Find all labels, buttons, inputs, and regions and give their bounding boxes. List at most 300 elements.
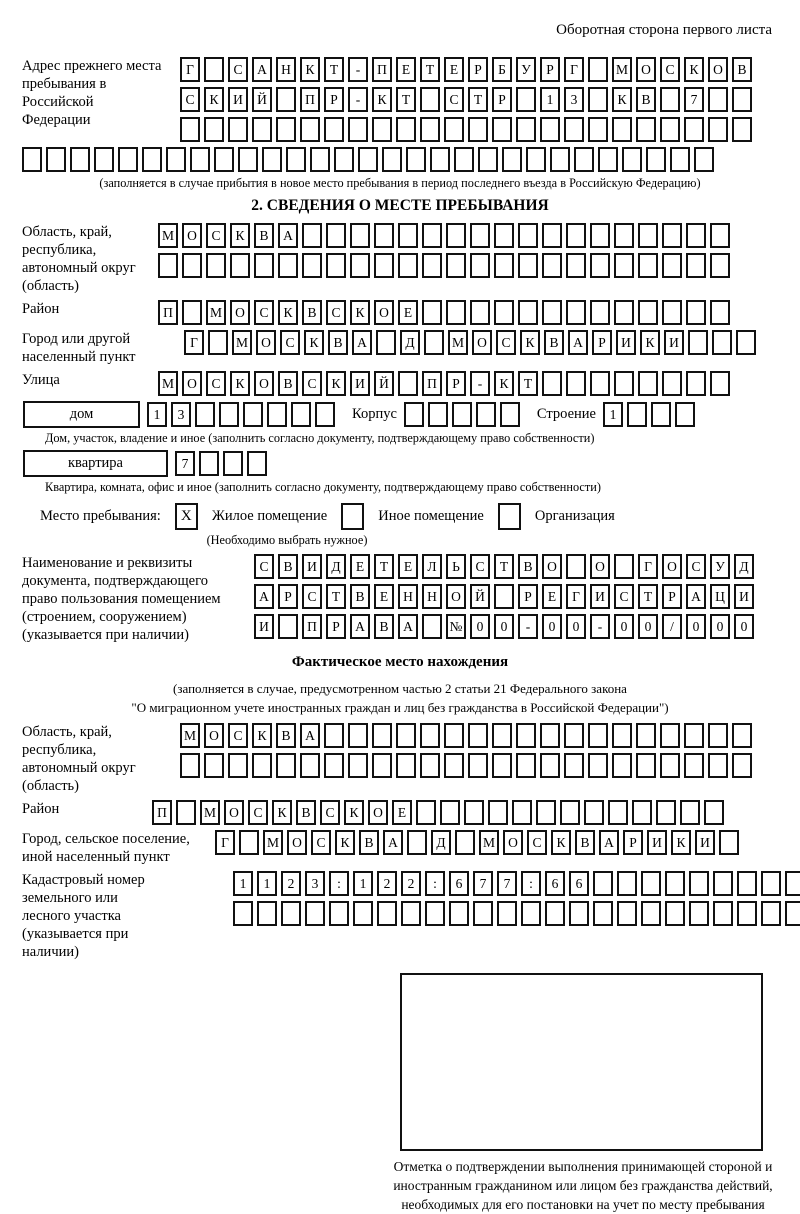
char-cell[interactable] bbox=[612, 723, 632, 748]
char-cell[interactable]: К bbox=[326, 371, 346, 396]
char-cell[interactable] bbox=[305, 901, 325, 926]
char-cell[interactable]: С bbox=[614, 584, 634, 609]
char-cell[interactable] bbox=[612, 117, 632, 142]
char-cell[interactable]: Р bbox=[278, 584, 298, 609]
char-cell[interactable]: М bbox=[448, 330, 468, 355]
char-cell[interactable] bbox=[228, 753, 248, 778]
char-cell[interactable]: Т bbox=[324, 57, 344, 82]
char-cell[interactable] bbox=[239, 830, 259, 855]
checkbox-inoe-pomeshchenie[interactable] bbox=[341, 503, 364, 530]
char-cell[interactable] bbox=[374, 253, 394, 278]
char-cell[interactable] bbox=[545, 901, 565, 926]
char-cell[interactable] bbox=[492, 117, 512, 142]
char-cell[interactable] bbox=[614, 223, 634, 248]
char-cell[interactable]: К bbox=[551, 830, 571, 855]
char-cell[interactable] bbox=[660, 117, 680, 142]
char-cell[interactable] bbox=[348, 723, 368, 748]
char-cell[interactable] bbox=[636, 117, 656, 142]
char-cell[interactable] bbox=[590, 223, 610, 248]
checkbox-organizatsiya[interactable] bbox=[498, 503, 521, 530]
char-cell[interactable] bbox=[612, 753, 632, 778]
char-cell[interactable] bbox=[494, 584, 514, 609]
char-cell[interactable]: О bbox=[287, 830, 307, 855]
char-cell[interactable] bbox=[713, 901, 733, 926]
char-cell[interactable] bbox=[632, 800, 652, 825]
char-cell[interactable]: К bbox=[494, 371, 514, 396]
char-cell[interactable] bbox=[310, 147, 330, 172]
char-cell[interactable]: И bbox=[350, 371, 370, 396]
char-cell[interactable] bbox=[540, 753, 560, 778]
char-cell[interactable] bbox=[542, 371, 562, 396]
char-cell[interactable] bbox=[208, 330, 228, 355]
char-cell[interactable] bbox=[348, 753, 368, 778]
char-cell[interactable]: П bbox=[372, 57, 392, 82]
char-cell[interactable]: Д bbox=[400, 330, 420, 355]
char-cell[interactable]: К bbox=[300, 57, 320, 82]
char-cell[interactable] bbox=[348, 117, 368, 142]
char-cell[interactable] bbox=[238, 147, 258, 172]
char-cell[interactable] bbox=[350, 223, 370, 248]
char-cell[interactable] bbox=[449, 901, 469, 926]
char-cell[interactable]: Г bbox=[180, 57, 200, 82]
char-cell[interactable] bbox=[641, 871, 661, 896]
char-cell[interactable] bbox=[22, 147, 42, 172]
char-cell[interactable] bbox=[566, 371, 586, 396]
char-cell[interactable] bbox=[636, 753, 656, 778]
char-cell[interactable]: 0 bbox=[734, 614, 754, 639]
char-cell[interactable] bbox=[542, 253, 562, 278]
char-cell[interactable] bbox=[230, 253, 250, 278]
char-cell[interactable] bbox=[665, 901, 685, 926]
char-cell[interactable]: Г bbox=[638, 554, 658, 579]
char-cell[interactable]: Р bbox=[592, 330, 612, 355]
char-cell[interactable] bbox=[180, 753, 200, 778]
char-cell[interactable]: К bbox=[272, 800, 292, 825]
char-cell[interactable] bbox=[710, 300, 730, 325]
char-cell[interactable] bbox=[588, 117, 608, 142]
char-cell[interactable] bbox=[566, 253, 586, 278]
char-cell[interactable] bbox=[257, 901, 277, 926]
char-cell[interactable] bbox=[500, 402, 520, 427]
char-cell[interactable]: 0 bbox=[542, 614, 562, 639]
char-cell[interactable] bbox=[670, 147, 690, 172]
char-cell[interactable] bbox=[710, 223, 730, 248]
char-cell[interactable] bbox=[396, 117, 416, 142]
char-cell[interactable] bbox=[590, 300, 610, 325]
char-cell[interactable]: 1 bbox=[257, 871, 277, 896]
char-cell[interactable] bbox=[516, 117, 536, 142]
char-cell[interactable] bbox=[219, 402, 239, 427]
char-cell[interactable]: Т bbox=[396, 87, 416, 112]
char-cell[interactable]: О bbox=[542, 554, 562, 579]
char-cell[interactable]: Р bbox=[662, 584, 682, 609]
char-cell[interactable]: Д bbox=[431, 830, 451, 855]
char-cell[interactable] bbox=[689, 901, 709, 926]
char-cell[interactable]: И bbox=[616, 330, 636, 355]
char-cell[interactable] bbox=[430, 147, 450, 172]
char-cell[interactable]: А bbox=[599, 830, 619, 855]
char-cell[interactable] bbox=[422, 253, 442, 278]
char-cell[interactable] bbox=[680, 800, 700, 825]
char-cell[interactable] bbox=[252, 753, 272, 778]
char-cell[interactable] bbox=[454, 147, 474, 172]
char-cell[interactable]: Е bbox=[542, 584, 562, 609]
char-cell[interactable] bbox=[593, 871, 613, 896]
char-cell[interactable]: 7 bbox=[497, 871, 517, 896]
char-cell[interactable] bbox=[300, 117, 320, 142]
char-cell[interactable] bbox=[422, 614, 442, 639]
char-cell[interactable]: К bbox=[640, 330, 660, 355]
char-cell[interactable]: 1 bbox=[233, 871, 253, 896]
char-cell[interactable] bbox=[228, 117, 248, 142]
char-cell[interactable]: С bbox=[248, 800, 268, 825]
char-cell[interactable] bbox=[560, 800, 580, 825]
char-cell[interactable]: Л bbox=[422, 554, 442, 579]
char-cell[interactable]: И bbox=[695, 830, 715, 855]
char-cell[interactable]: Р bbox=[492, 87, 512, 112]
char-cell[interactable]: В bbox=[544, 330, 564, 355]
char-cell[interactable]: Т bbox=[494, 554, 514, 579]
char-cell[interactable] bbox=[540, 723, 560, 748]
char-cell[interactable] bbox=[689, 871, 709, 896]
char-cell[interactable] bbox=[254, 253, 274, 278]
char-cell[interactable] bbox=[704, 800, 724, 825]
char-cell[interactable]: - bbox=[348, 87, 368, 112]
char-cell[interactable] bbox=[593, 901, 613, 926]
char-cell[interactable] bbox=[518, 300, 538, 325]
char-cell[interactable]: Й bbox=[374, 371, 394, 396]
char-cell[interactable]: Р bbox=[540, 57, 560, 82]
char-cell[interactable]: В bbox=[518, 554, 538, 579]
char-cell[interactable] bbox=[406, 147, 426, 172]
char-cell[interactable] bbox=[492, 723, 512, 748]
char-cell[interactable]: 1 bbox=[540, 87, 560, 112]
char-cell[interactable]: 1 bbox=[603, 402, 623, 427]
char-cell[interactable]: С bbox=[254, 300, 274, 325]
char-cell[interactable]: Т bbox=[638, 584, 658, 609]
char-cell[interactable]: М bbox=[180, 723, 200, 748]
char-cell[interactable] bbox=[252, 117, 272, 142]
char-cell[interactable] bbox=[446, 253, 466, 278]
char-cell[interactable]: Й bbox=[470, 584, 490, 609]
char-cell[interactable]: : bbox=[329, 871, 349, 896]
char-cell[interactable]: П bbox=[300, 87, 320, 112]
char-cell[interactable] bbox=[214, 147, 234, 172]
char-cell[interactable] bbox=[686, 300, 706, 325]
char-cell[interactable]: С bbox=[302, 371, 322, 396]
char-cell[interactable] bbox=[785, 901, 800, 926]
char-cell[interactable]: К bbox=[684, 57, 704, 82]
char-cell[interactable] bbox=[468, 753, 488, 778]
char-cell[interactable] bbox=[684, 723, 704, 748]
char-cell[interactable]: И bbox=[647, 830, 667, 855]
char-cell[interactable]: 2 bbox=[377, 871, 397, 896]
char-cell[interactable]: В bbox=[278, 371, 298, 396]
char-cell[interactable]: К bbox=[520, 330, 540, 355]
char-cell[interactable] bbox=[686, 223, 706, 248]
char-cell[interactable] bbox=[662, 300, 682, 325]
char-cell[interactable]: О bbox=[472, 330, 492, 355]
char-cell[interactable] bbox=[660, 87, 680, 112]
char-cell[interactable]: О bbox=[182, 223, 202, 248]
checkbox-zhiloe-pomeshchenie[interactable]: X bbox=[175, 503, 198, 530]
char-cell[interactable]: Г bbox=[564, 57, 584, 82]
char-cell[interactable]: С bbox=[311, 830, 331, 855]
char-cell[interactable]: Т bbox=[374, 554, 394, 579]
char-cell[interactable]: Ц bbox=[710, 584, 730, 609]
char-cell[interactable]: Б bbox=[492, 57, 512, 82]
char-cell[interactable] bbox=[420, 117, 440, 142]
char-cell[interactable]: : bbox=[425, 871, 445, 896]
char-cell[interactable] bbox=[358, 147, 378, 172]
char-cell[interactable]: Д bbox=[734, 554, 754, 579]
char-cell[interactable]: Р bbox=[518, 584, 538, 609]
char-cell[interactable]: В bbox=[374, 614, 394, 639]
char-cell[interactable] bbox=[617, 901, 637, 926]
char-cell[interactable] bbox=[424, 330, 444, 355]
char-cell[interactable]: Р bbox=[623, 830, 643, 855]
char-cell[interactable]: С bbox=[280, 330, 300, 355]
char-cell[interactable] bbox=[651, 402, 671, 427]
char-cell[interactable]: К bbox=[350, 300, 370, 325]
char-cell[interactable] bbox=[536, 800, 556, 825]
char-cell[interactable]: А bbox=[300, 723, 320, 748]
char-cell[interactable] bbox=[488, 800, 508, 825]
char-cell[interactable] bbox=[247, 451, 267, 476]
char-cell[interactable] bbox=[614, 253, 634, 278]
char-cell[interactable] bbox=[422, 300, 442, 325]
char-cell[interactable] bbox=[614, 554, 634, 579]
char-cell[interactable] bbox=[452, 402, 472, 427]
char-cell[interactable] bbox=[446, 223, 466, 248]
char-cell[interactable] bbox=[182, 300, 202, 325]
char-cell[interactable] bbox=[708, 117, 728, 142]
char-cell[interactable]: - bbox=[348, 57, 368, 82]
char-cell[interactable] bbox=[182, 253, 202, 278]
char-cell[interactable] bbox=[291, 402, 311, 427]
char-cell[interactable] bbox=[374, 223, 394, 248]
char-cell[interactable]: А bbox=[252, 57, 272, 82]
char-cell[interactable]: М bbox=[612, 57, 632, 82]
char-cell[interactable] bbox=[566, 223, 586, 248]
char-cell[interactable] bbox=[686, 253, 706, 278]
char-cell[interactable] bbox=[566, 554, 586, 579]
char-cell[interactable]: 3 bbox=[171, 402, 191, 427]
char-cell[interactable]: М bbox=[232, 330, 252, 355]
char-cell[interactable] bbox=[708, 723, 728, 748]
char-cell[interactable] bbox=[420, 723, 440, 748]
char-cell[interactable]: Е bbox=[398, 554, 418, 579]
char-cell[interactable]: К bbox=[278, 300, 298, 325]
char-cell[interactable] bbox=[656, 800, 676, 825]
char-cell[interactable]: Р bbox=[324, 87, 344, 112]
char-cell[interactable] bbox=[686, 371, 706, 396]
char-cell[interactable]: Е bbox=[396, 57, 416, 82]
char-cell[interactable]: А bbox=[383, 830, 403, 855]
char-cell[interactable] bbox=[70, 147, 90, 172]
char-cell[interactable] bbox=[732, 87, 752, 112]
char-cell[interactable] bbox=[492, 753, 512, 778]
char-cell[interactable]: А bbox=[278, 223, 298, 248]
char-cell[interactable] bbox=[46, 147, 66, 172]
char-cell[interactable]: К bbox=[304, 330, 324, 355]
char-cell[interactable] bbox=[470, 253, 490, 278]
char-cell[interactable]: К bbox=[671, 830, 691, 855]
char-cell[interactable] bbox=[646, 147, 666, 172]
char-cell[interactable] bbox=[382, 147, 402, 172]
char-cell[interactable] bbox=[324, 723, 344, 748]
char-cell[interactable] bbox=[353, 901, 373, 926]
char-cell[interactable] bbox=[737, 871, 757, 896]
char-cell[interactable] bbox=[588, 57, 608, 82]
char-cell[interactable]: Й bbox=[252, 87, 272, 112]
char-cell[interactable]: О bbox=[368, 800, 388, 825]
char-cell[interactable] bbox=[638, 223, 658, 248]
char-cell[interactable] bbox=[444, 753, 464, 778]
char-cell[interactable] bbox=[512, 800, 532, 825]
char-cell[interactable]: С bbox=[180, 87, 200, 112]
char-cell[interactable]: П bbox=[302, 614, 322, 639]
char-cell[interactable]: О bbox=[224, 800, 244, 825]
char-cell[interactable]: И bbox=[228, 87, 248, 112]
char-cell[interactable]: О bbox=[230, 300, 250, 325]
char-cell[interactable]: О bbox=[662, 554, 682, 579]
char-cell[interactable] bbox=[324, 753, 344, 778]
char-cell[interactable] bbox=[278, 614, 298, 639]
char-cell[interactable] bbox=[276, 753, 296, 778]
char-cell[interactable] bbox=[262, 147, 282, 172]
char-cell[interactable] bbox=[710, 253, 730, 278]
char-cell[interactable] bbox=[420, 753, 440, 778]
char-cell[interactable] bbox=[550, 147, 570, 172]
char-cell[interactable]: К bbox=[230, 223, 250, 248]
char-cell[interactable] bbox=[665, 871, 685, 896]
char-cell[interactable] bbox=[521, 901, 541, 926]
char-cell[interactable] bbox=[324, 117, 344, 142]
char-cell[interactable]: С bbox=[320, 800, 340, 825]
char-cell[interactable]: С bbox=[228, 57, 248, 82]
char-cell[interactable]: А bbox=[350, 614, 370, 639]
char-cell[interactable] bbox=[422, 223, 442, 248]
char-cell[interactable] bbox=[588, 753, 608, 778]
char-cell[interactable]: В bbox=[732, 57, 752, 82]
char-cell[interactable] bbox=[712, 330, 732, 355]
char-cell[interactable]: 7 bbox=[473, 871, 493, 896]
char-cell[interactable]: С bbox=[228, 723, 248, 748]
char-cell[interactable] bbox=[732, 117, 752, 142]
char-cell[interactable] bbox=[416, 800, 436, 825]
char-cell[interactable] bbox=[608, 800, 628, 825]
char-cell[interactable] bbox=[401, 901, 421, 926]
char-cell[interactable] bbox=[334, 147, 354, 172]
char-cell[interactable]: / bbox=[662, 614, 682, 639]
char-cell[interactable]: 3 bbox=[564, 87, 584, 112]
char-cell[interactable]: А bbox=[686, 584, 706, 609]
char-cell[interactable]: А bbox=[352, 330, 372, 355]
char-cell[interactable]: 0 bbox=[470, 614, 490, 639]
char-cell[interactable] bbox=[276, 117, 296, 142]
char-cell[interactable] bbox=[372, 723, 392, 748]
char-cell[interactable] bbox=[166, 147, 186, 172]
char-cell[interactable] bbox=[590, 371, 610, 396]
char-cell[interactable]: П bbox=[158, 300, 178, 325]
char-cell[interactable] bbox=[590, 253, 610, 278]
char-cell[interactable]: 2 bbox=[401, 871, 421, 896]
char-cell[interactable] bbox=[396, 723, 416, 748]
char-cell[interactable]: К bbox=[204, 87, 224, 112]
char-cell[interactable] bbox=[516, 753, 536, 778]
char-cell[interactable] bbox=[473, 901, 493, 926]
char-cell[interactable]: О bbox=[590, 554, 610, 579]
char-cell[interactable]: О bbox=[708, 57, 728, 82]
char-cell[interactable]: О bbox=[204, 723, 224, 748]
char-cell[interactable]: К bbox=[252, 723, 272, 748]
char-cell[interactable] bbox=[206, 253, 226, 278]
char-cell[interactable] bbox=[376, 330, 396, 355]
char-cell[interactable]: С bbox=[470, 554, 490, 579]
char-cell[interactable] bbox=[444, 117, 464, 142]
char-cell[interactable]: М bbox=[200, 800, 220, 825]
char-cell[interactable]: И bbox=[254, 614, 274, 639]
char-cell[interactable] bbox=[617, 871, 637, 896]
char-cell[interactable]: 0 bbox=[566, 614, 586, 639]
char-cell[interactable] bbox=[540, 117, 560, 142]
char-cell[interactable]: О bbox=[256, 330, 276, 355]
char-cell[interactable]: К bbox=[612, 87, 632, 112]
char-cell[interactable]: В bbox=[575, 830, 595, 855]
char-cell[interactable] bbox=[516, 723, 536, 748]
char-cell[interactable] bbox=[281, 901, 301, 926]
char-cell[interactable]: Г bbox=[184, 330, 204, 355]
char-cell[interactable]: В bbox=[350, 584, 370, 609]
char-cell[interactable] bbox=[494, 223, 514, 248]
char-cell[interactable] bbox=[446, 300, 466, 325]
char-cell[interactable]: 0 bbox=[686, 614, 706, 639]
char-cell[interactable] bbox=[710, 371, 730, 396]
char-cell[interactable]: С bbox=[302, 584, 322, 609]
char-cell[interactable]: О bbox=[182, 371, 202, 396]
char-cell[interactable] bbox=[180, 117, 200, 142]
char-cell[interactable]: О bbox=[503, 830, 523, 855]
char-cell[interactable] bbox=[614, 371, 634, 396]
char-cell[interactable]: 7 bbox=[175, 451, 195, 476]
char-cell[interactable]: С bbox=[496, 330, 516, 355]
char-cell[interactable]: И bbox=[734, 584, 754, 609]
char-cell[interactable] bbox=[407, 830, 427, 855]
char-cell[interactable] bbox=[470, 300, 490, 325]
char-cell[interactable] bbox=[502, 147, 522, 172]
char-cell[interactable] bbox=[118, 147, 138, 172]
char-cell[interactable] bbox=[732, 753, 752, 778]
char-cell[interactable]: У bbox=[516, 57, 536, 82]
char-cell[interactable] bbox=[326, 223, 346, 248]
char-cell[interactable]: К bbox=[344, 800, 364, 825]
char-cell[interactable] bbox=[398, 253, 418, 278]
char-cell[interactable] bbox=[694, 147, 714, 172]
char-cell[interactable]: : bbox=[521, 871, 541, 896]
char-cell[interactable] bbox=[468, 723, 488, 748]
char-cell[interactable]: Е bbox=[398, 300, 418, 325]
char-cell[interactable]: В bbox=[359, 830, 379, 855]
char-cell[interactable] bbox=[761, 901, 781, 926]
char-cell[interactable]: С bbox=[686, 554, 706, 579]
char-cell[interactable]: И bbox=[590, 584, 610, 609]
char-cell[interactable] bbox=[428, 402, 448, 427]
char-cell[interactable] bbox=[302, 223, 322, 248]
char-cell[interactable]: О bbox=[374, 300, 394, 325]
char-cell[interactable]: 2 bbox=[281, 871, 301, 896]
char-cell[interactable] bbox=[176, 800, 196, 825]
